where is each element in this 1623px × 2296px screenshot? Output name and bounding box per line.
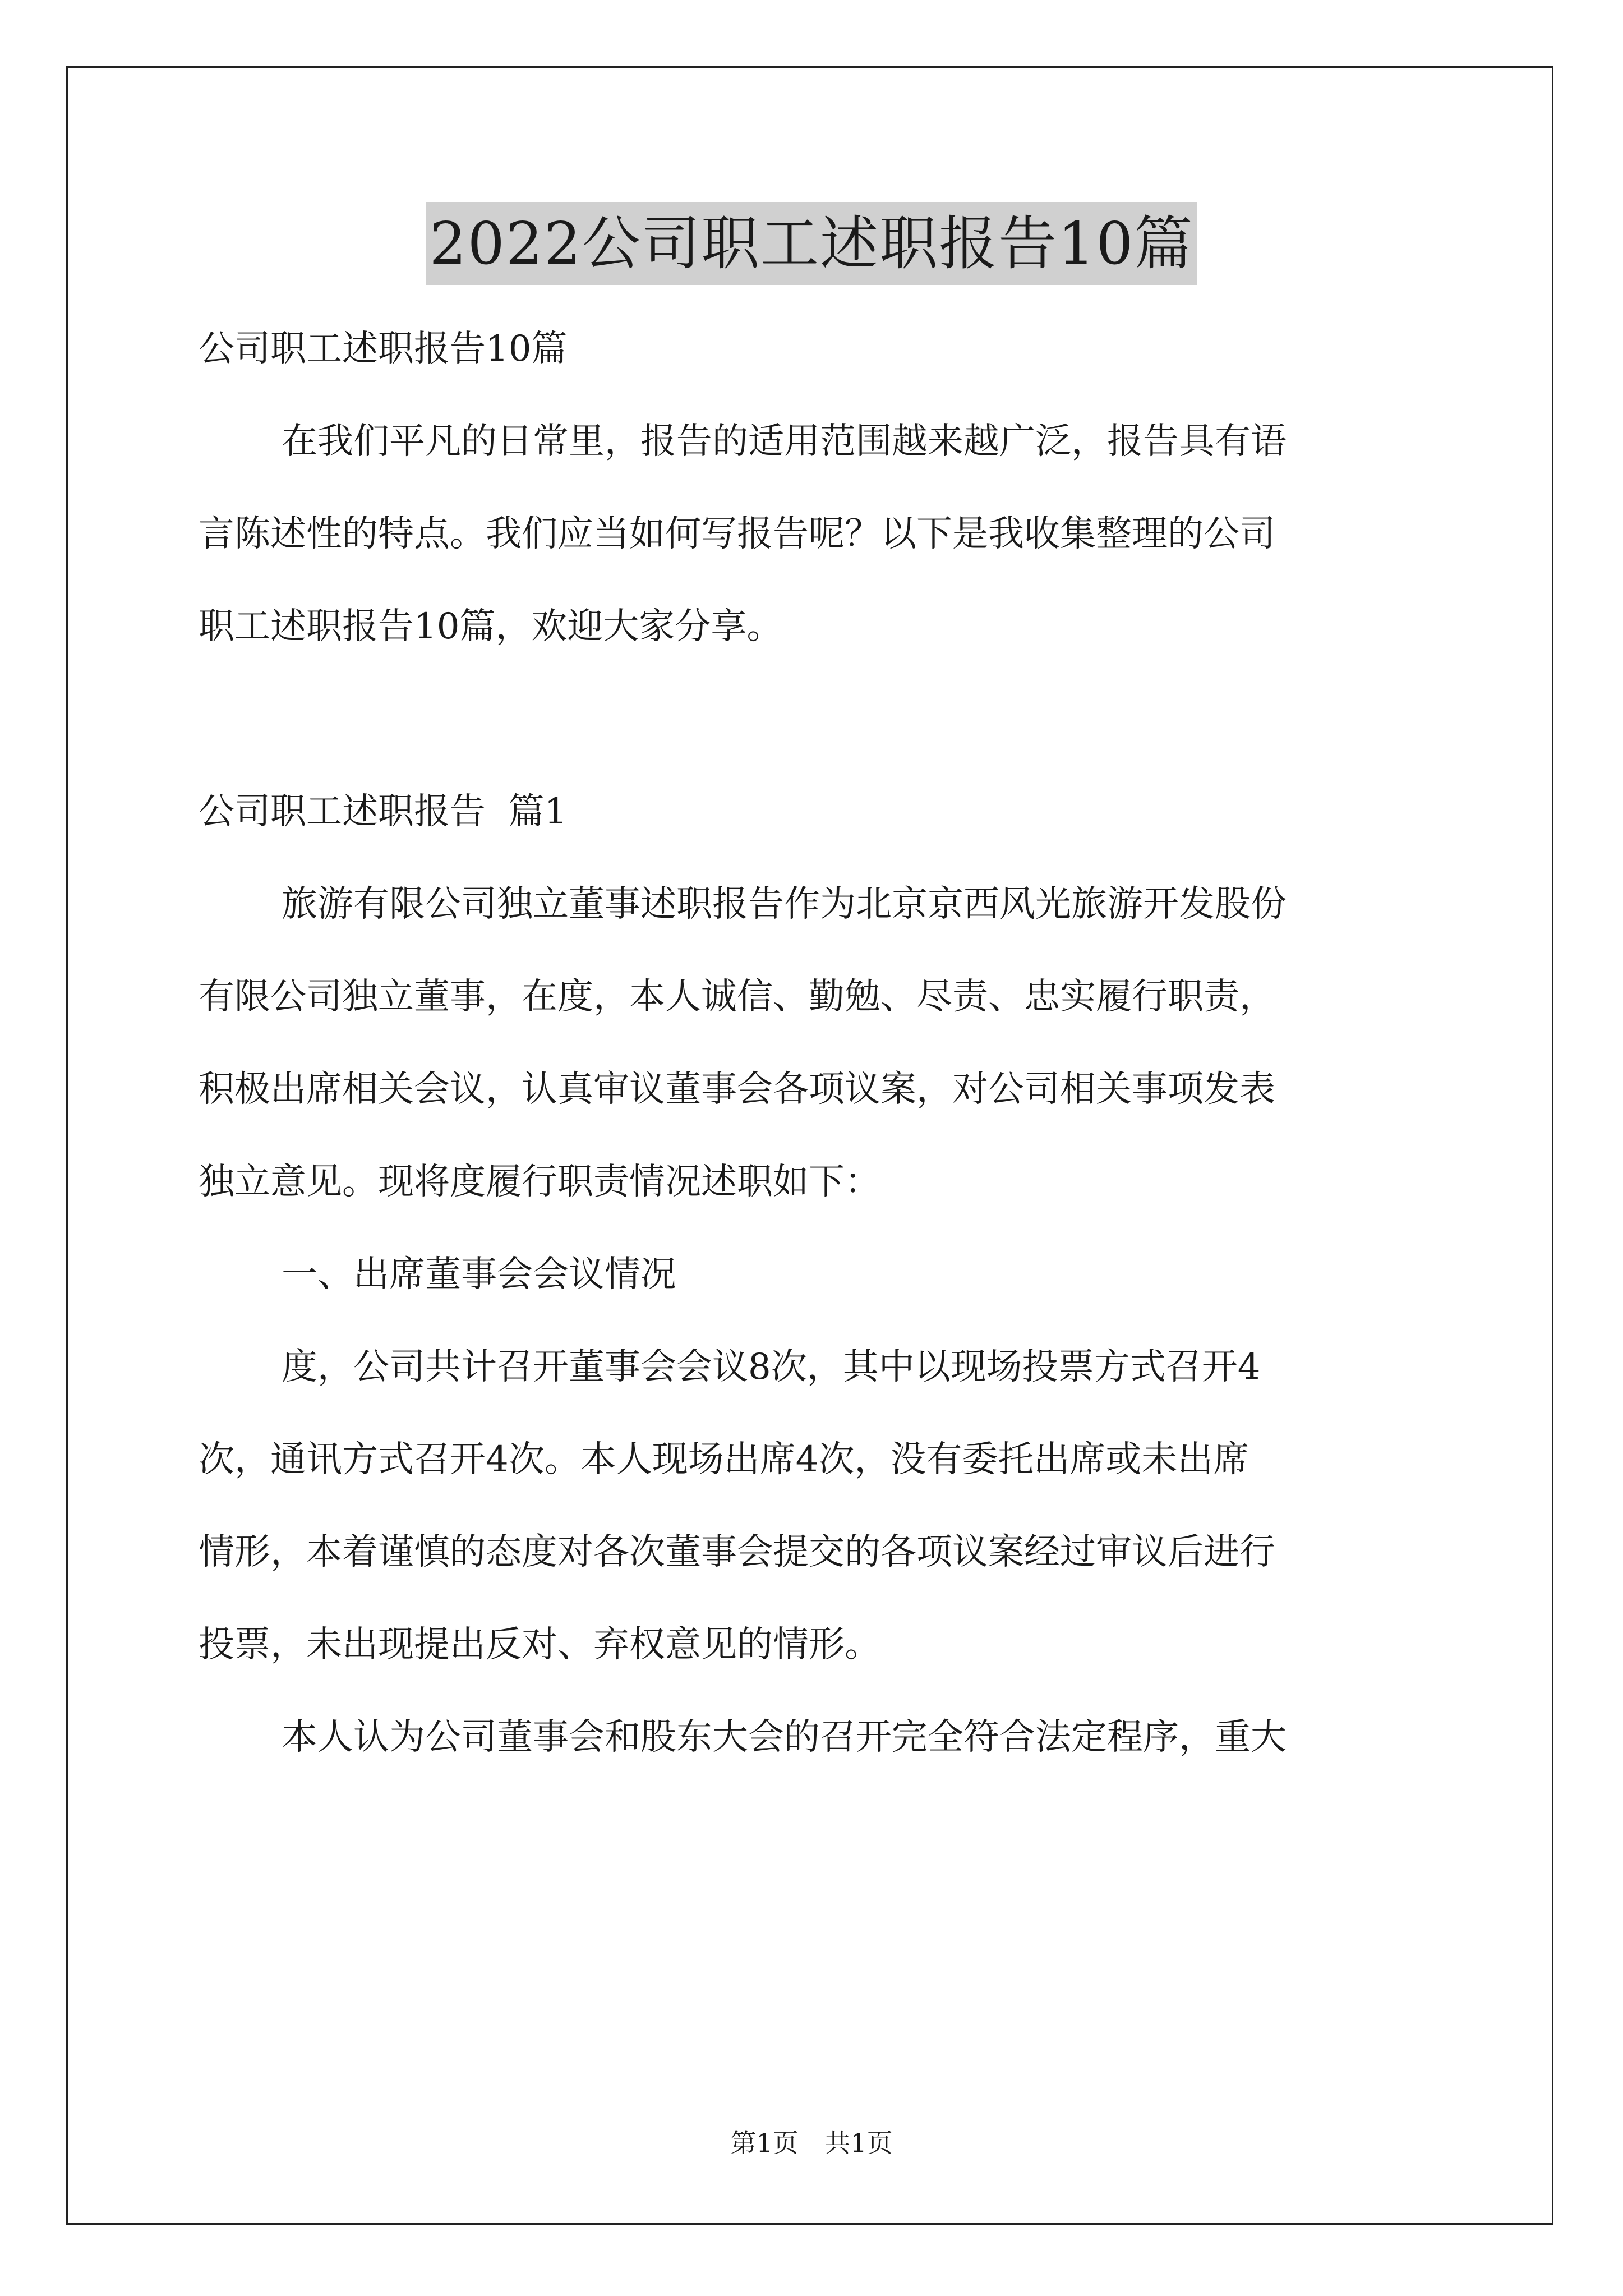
page-total: 共1页: [824, 2128, 893, 2158]
title-container: [0, 202, 1623, 285]
paragraph-line: 独立意见。现将度履行职责情况述职如下：: [199, 1161, 880, 1203]
page-number: 第1页: [730, 2128, 799, 2158]
paragraph-line: 度，公司共计召开董事会会议8次，其中以现场投票方式召开4: [282, 1346, 1261, 1388]
paragraph-line: 积极出席相关会议，认真审议董事会各项议案，对公司相关事项发表: [199, 1069, 1275, 1110]
paragraph-line: 有限公司独立董事，在度，本人诚信、勤勉、尽责、忠实履行职责，: [199, 976, 1275, 1018]
paragraph-line: 投票，未出现提出反对、弃权意见的情形。: [199, 1624, 880, 1665]
section-heading: 公司职工述职报告 篇1: [199, 791, 568, 832]
document-title: 2022公司职工述职报告10篇: [426, 202, 1197, 285]
page-footer: [0, 2126, 1623, 2160]
document-body: [199, 303, 1432, 1784]
paragraph-line: 情形，本着谨慎的态度对各次董事会提交的各项议案经过审议后进行: [199, 1531, 1275, 1573]
intro-line: 言陈述性的特点。我们应当如何写报告呢？以下是我收集整理的公司: [199, 513, 1275, 555]
paragraph-line: 本人认为公司董事会和股东大会的召开完全符合法定程序，重大: [282, 1717, 1287, 1758]
paragraph-line: 旅游有限公司独立董事述职报告作为北京京西风光旅游开发股份: [282, 884, 1287, 925]
document-subtitle: 公司职工述职报告10篇: [199, 328, 568, 370]
intro-line: 职工述职报告10篇，欢迎大家分享。: [199, 606, 783, 647]
paragraph-gap: [199, 673, 1432, 766]
item-heading: 一、出席董事会会议情况: [282, 1254, 676, 1295]
intro-line: 在我们平凡的日常里，报告的适用范围越来越广泛，报告具有语: [282, 421, 1287, 462]
paragraph-line: 次，通讯方式召开4次。本人现场出席4次，没有委托出席或未出席: [199, 1439, 1249, 1480]
